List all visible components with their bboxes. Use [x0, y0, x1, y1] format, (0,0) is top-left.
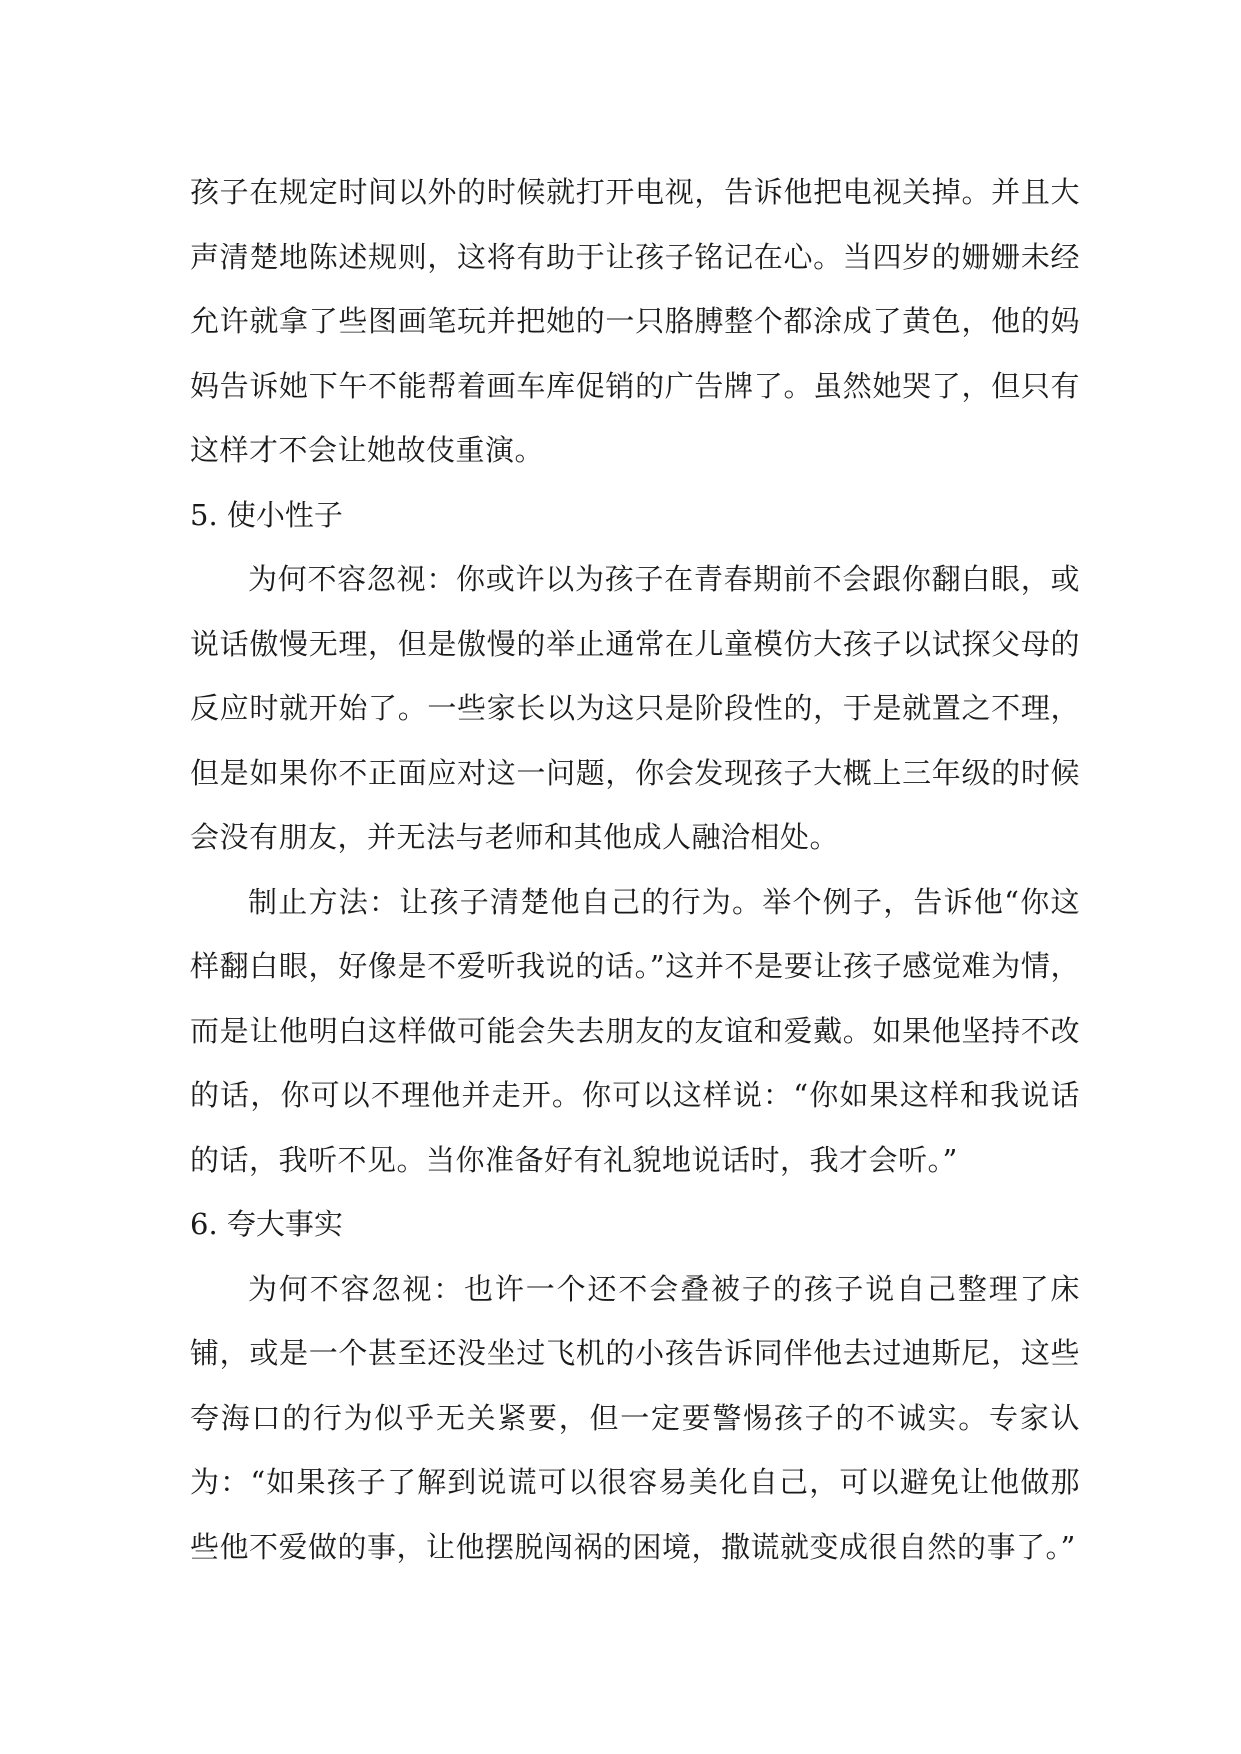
- section-heading-5: 5. 使小性子: [190, 497, 343, 532]
- paragraph-why-not-ignore-5: 为何不容忽视：你或许以为孩子在青春期前不会跟你翻白眼，或说话傲慢无理，但是傲慢的举止通常在儿童模仿大孩子以试探父母的反应时就开始了。一些家长以为这只是阶段性的，于是就置之不理，但是如果你不正面应对这一问题，你会发现孩子大概上三年级的时候会没有朋友，并无法与老师和其他成人融洽相处。: [190, 562, 1080, 854]
- section-heading-6: 6. 夸大事实: [190, 1207, 343, 1241]
- paragraph-how-to-stop-5: 制止方法：让孩子清楚他自己的行为。举个例子，告诉他“你这样翻白眼，好像是不爱听我说的话。”这并不是要让孩子感觉难为情，而是让他明白这样做可能会失去朋友的友谊和爱戴。如果他坚持不改的话，你可以不理他并走开。你可以这样说：“你如果这样和我说话的话，我听不见。当你准备好有礼貌地说话时，我才会听。”: [190, 884, 1080, 1177]
- paragraph-why-not-ignore-6: 为何不容忽视：也许一个还不会叠被子的孩子说自己整理了床铺，或是一个甚至还没坐过飞机的小孩告诉同伴他去过迪斯尼，这些夸海口的行为似乎无关紧要，但一定要警惕孩子的不诚实。专家认为：“如果孩子了解到说谎可以很容易美化自己，可以避免让他做那些他不爱做的事，让他摆脱闯祸的困境，撒谎就变成很自然的事了。”: [190, 1271, 1080, 1564]
- paragraph-tv-rules: 孩子在规定时间以外的时候就打开电视，告诉他把电视关掉。并且大声清楚地陈述规则，这将有助于让孩子铭记在心。当四岁的姗姗未经允许就拿了些图画笔玩并把她的一只胳膊整个都涂成了黄色，他的妈妈告诉她下午不能帮着画车库促销的广告牌了。虽然她哭了，但只有这样才不会让她故伎重演。: [190, 175, 1080, 467]
- document-body: [190, 160, 1080, 1579]
